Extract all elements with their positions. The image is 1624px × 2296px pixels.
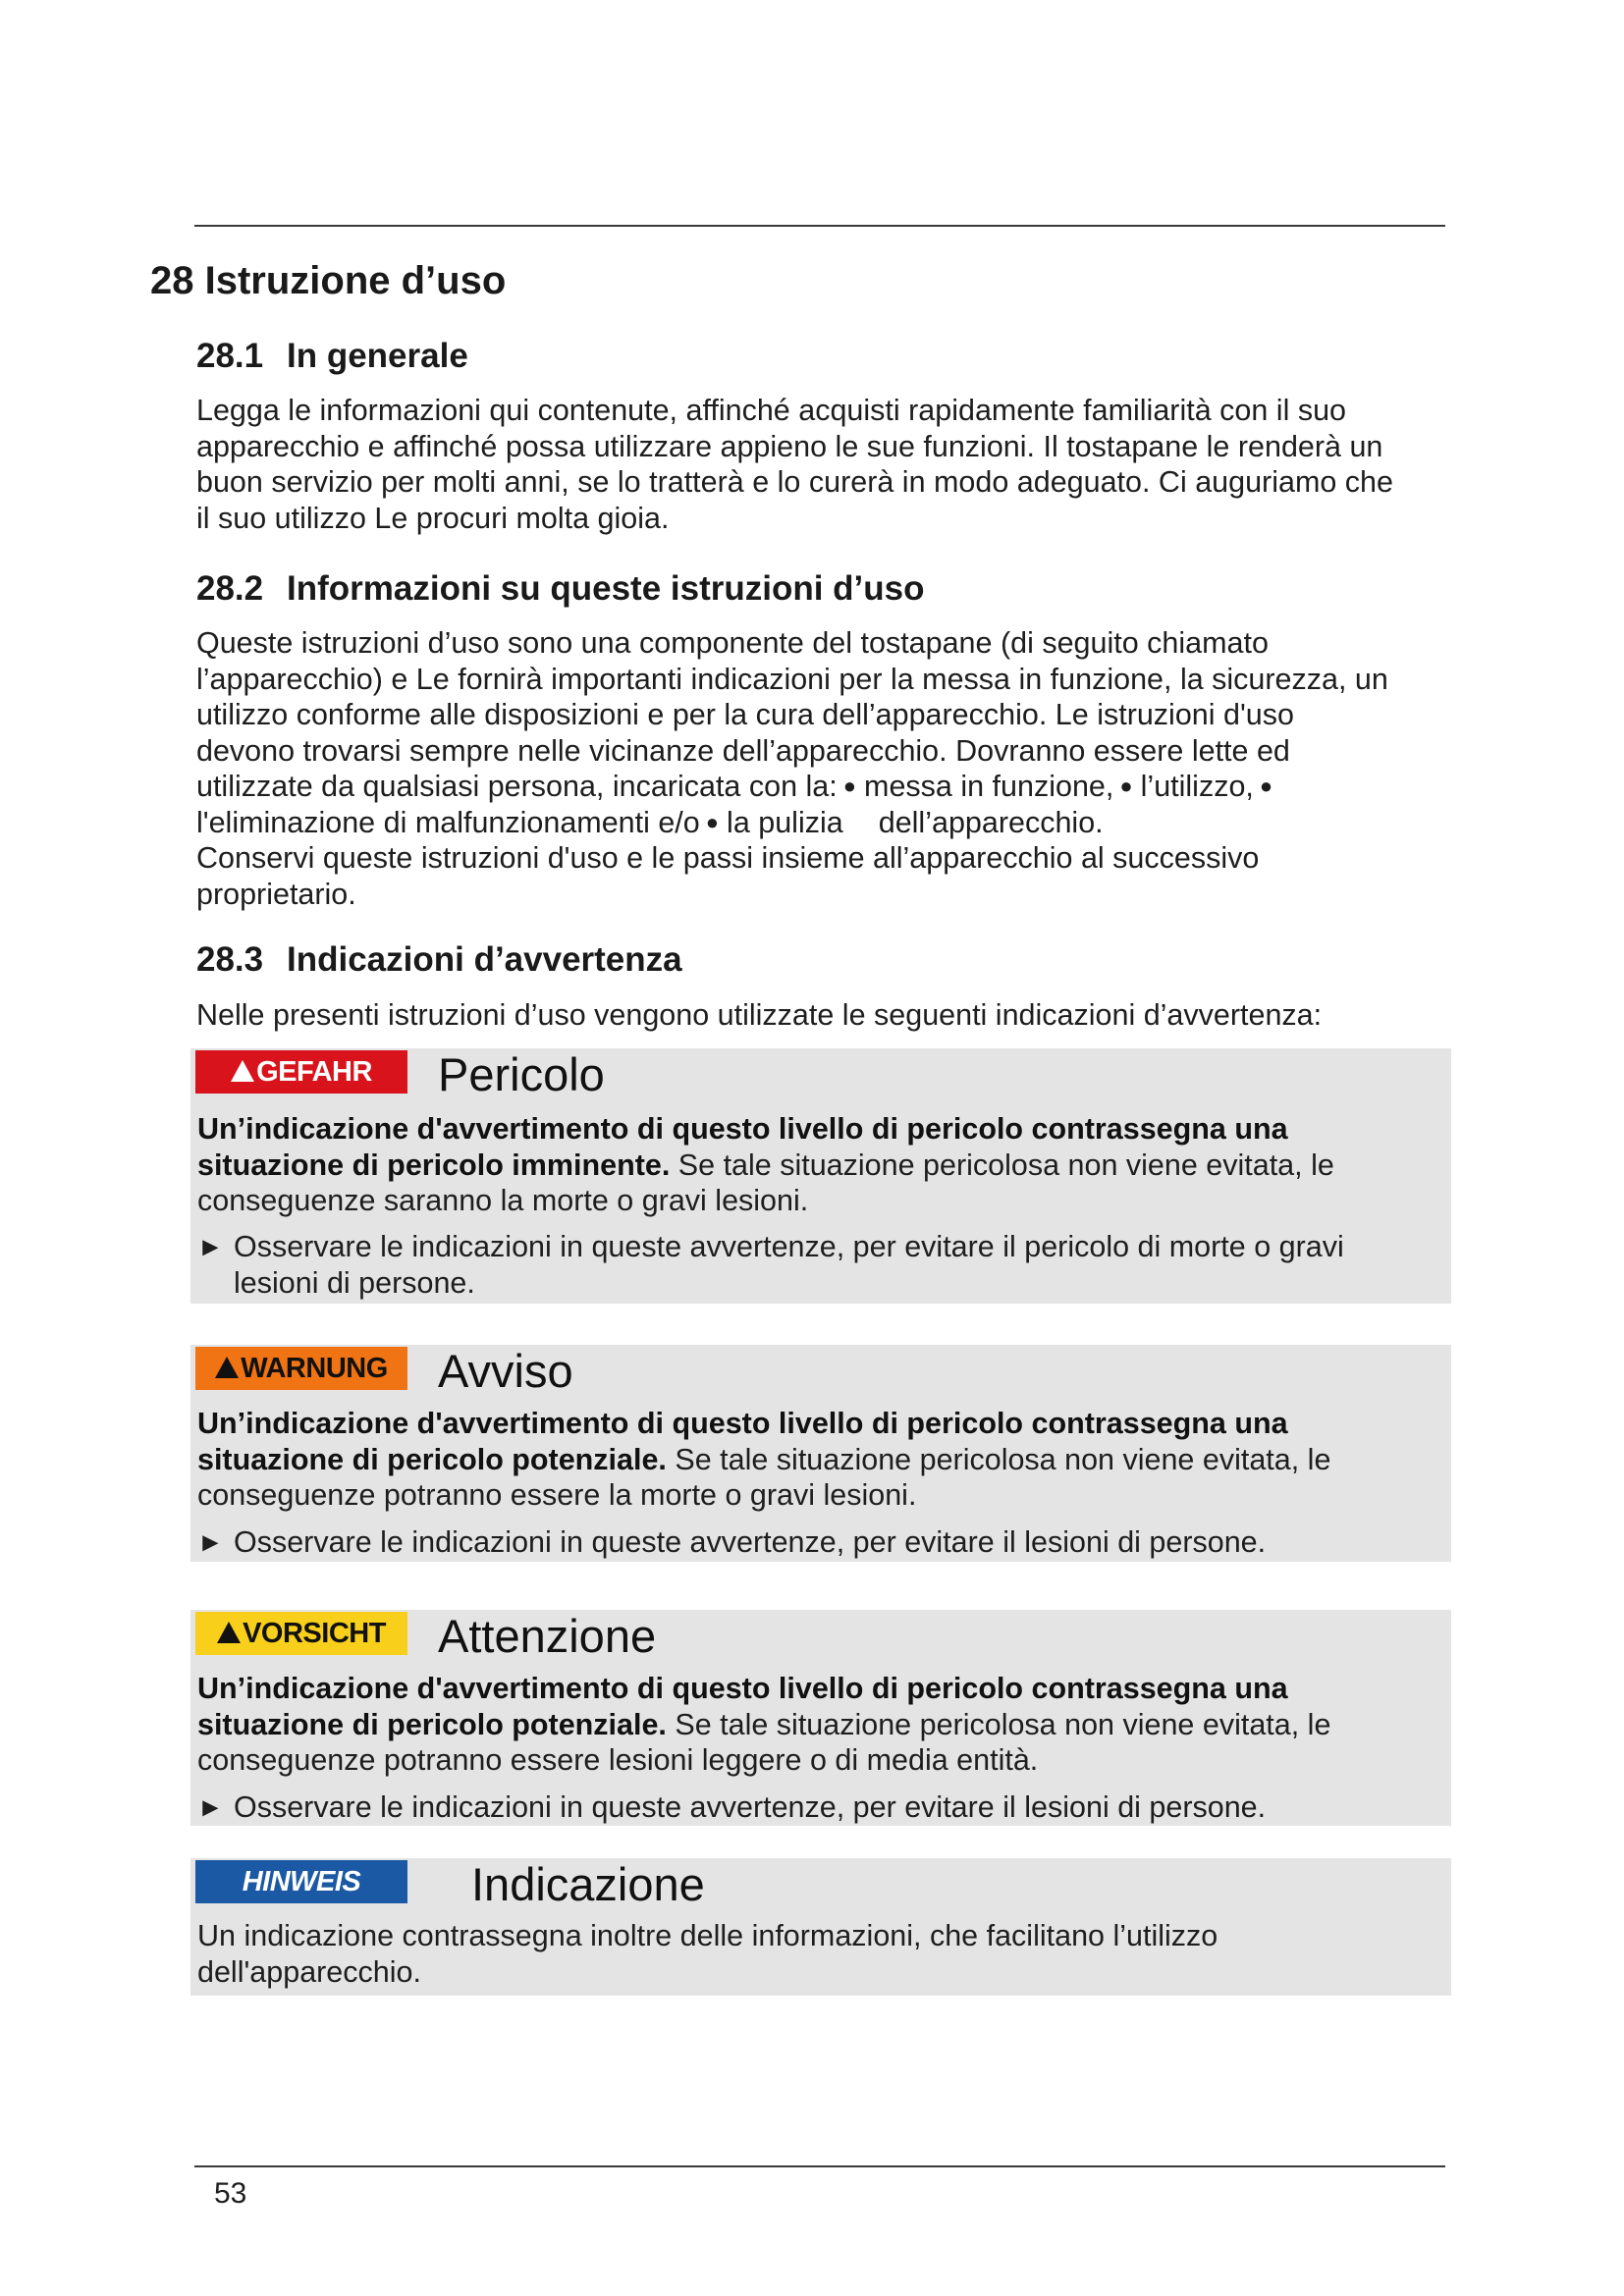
section-heading: [196, 337, 1449, 376]
arrow-right-icon: ►: [197, 1527, 224, 1557]
bullet-icon: ●: [705, 809, 720, 834]
warning-text-rest: Se tale situazione pericolosa non viene evitata, le: [666, 1707, 1331, 1741]
list-item: messa in funzione,: [864, 770, 1114, 803]
warning-box-warning: [190, 1345, 1451, 1562]
section-title: Indicazioni d’avvertenza: [287, 940, 682, 979]
section-body: [196, 625, 1449, 912]
warning-instruction: [197, 1789, 1422, 1826]
badge-label: VORSICHT: [243, 1617, 386, 1649]
instruction-line: Osservare le indicazioni in queste avvertenze, per evitare il pericolo di morte o gravi: [234, 1230, 1344, 1263]
warning-bold-text: Un’indicazione d'avvertimento di questo livello di pericolo contrassegna una: [197, 1112, 1288, 1146]
warning-box-caution: [190, 1610, 1451, 1826]
section-title: In generale: [287, 337, 468, 375]
list-item: l’utilizzo,: [1140, 770, 1254, 803]
warning-text: [197, 1406, 1422, 1514]
warning-title: Avviso: [438, 1345, 573, 1397]
paragraph-line: apparecchio e affinché possa utilizzare appieno le sue funzioni. Il tostapane le renderà un: [196, 429, 1383, 463]
bullet-icon: ●: [842, 774, 857, 798]
section-heading: [196, 940, 1449, 980]
paragraph-line: [196, 769, 1449, 805]
warning-bold-text: situazione di pericolo imminente.: [197, 1148, 671, 1182]
warning-box-danger: [190, 1048, 1451, 1304]
notice-line: Un indicazione contrassegna inoltre delle informazioni, che facilitano l’utilizzo: [197, 1919, 1218, 1952]
list-item: dell’apparecchio.: [878, 805, 1104, 839]
warning-bold-text: situazione di pericolo potenziale.: [197, 1707, 667, 1741]
warning-line: conseguenze potranno essere lesioni leggere o di media entità.: [197, 1743, 1039, 1777]
section-number: 28.1: [196, 337, 264, 375]
paragraph-line: Queste istruzioni d’uso sono una componente del tostapane (di seguito chiamato: [196, 626, 1269, 660]
paragraph-line: devono trovarsi sempre nelle vicinanze dell’apparecchio. Dovranno essere lette ed: [196, 733, 1290, 768]
paragraph-line: proprietario.: [196, 877, 356, 911]
warning-bold-text: situazione di pericolo potenziale.: [197, 1442, 667, 1476]
section-heading: [196, 569, 1449, 609]
inline-text: utilizzate da qualsiasi persona, incaricata con la:: [196, 770, 838, 803]
paragraph-line: Conservi queste istruzioni d'uso e le passi insieme all’apparecchio al successivo: [196, 841, 1260, 875]
notice-box: [190, 1858, 1451, 1996]
instruction-line: lesioni di persone.: [234, 1265, 475, 1300]
warning-instruction: [197, 1524, 1422, 1561]
warning-instruction: [197, 1229, 1422, 1301]
warning-bold-text: Un’indicazione d'avvertimento di questo livello di pericolo contrassegna una: [197, 1672, 1288, 1705]
list-item: la pulizia: [727, 805, 843, 839]
warning-title: Pericolo: [438, 1048, 605, 1100]
paragraph-line: il suo utilizzo Le procuri molta gioia.: [196, 501, 670, 535]
page-number: 53: [214, 2177, 247, 2210]
bullet-icon: ●: [1259, 774, 1273, 798]
header-rule: [194, 225, 1445, 227]
warning-triangle-icon: [215, 1357, 239, 1378]
warning-line: [197, 1111, 1422, 1148]
danger-badge: [195, 1050, 407, 1094]
warning-line: [197, 1406, 1422, 1442]
notice-text: [197, 1918, 1422, 1990]
caution-badge: [195, 1612, 407, 1655]
notice-badge: [195, 1860, 407, 1903]
paragraph-line: buon servizio per molti anni, se lo tratterà e lo curerà in modo adeguato. Ci auguriamo che: [196, 465, 1393, 499]
footer-rule: [194, 2165, 1445, 2167]
badge-label: WARNUNG: [241, 1352, 388, 1384]
warning-line: [197, 1707, 1422, 1743]
paragraph-line: Legga le informazioni qui contenute, affinché acquisti rapidamente familiarità con il suo: [196, 394, 1346, 427]
notice-title: Indicazione: [471, 1858, 705, 1910]
warning-text: [197, 1671, 1422, 1779]
section-warnings: [196, 940, 1449, 1034]
list-item: l'eliminazione di malfunzionamenti e/o: [196, 805, 700, 839]
chapter-title: 28 Istruzione d’uso: [150, 259, 507, 302]
warning-text: [197, 1111, 1422, 1219]
badge-label: HINWEIS: [242, 1865, 361, 1897]
warning-triangle-icon: [217, 1622, 241, 1643]
section-intro: Nelle presenti istruzioni d’uso vengono utilizzate le seguenti indicazioni d’avvertenza:: [196, 998, 1323, 1032]
paragraph-line: utilizzo conforme alle disposizioni e per la cura dell’apparecchio. Le istruzioni d'uso: [196, 698, 1294, 731]
section-general: [196, 337, 1449, 536]
notice-line: dell'apparecchio.: [197, 1954, 421, 1989]
section-number: 28.3: [196, 940, 264, 979]
arrow-right-icon: ►: [197, 1792, 224, 1822]
paragraph-line: [196, 805, 1449, 841]
warning-bold-text: Un’indicazione d'avvertimento di questo livello di pericolo contrassegna una: [197, 1407, 1288, 1440]
bullet-icon: ●: [1119, 774, 1133, 798]
warning-text-rest: Se tale situazione pericolosa non viene evitata, le: [670, 1148, 1334, 1182]
paragraph-line: l’apparecchio) e Le fornirà importanti indicazioni per la messa in funzione, la sicurezza, un: [196, 662, 1388, 696]
instruction-line: Osservare le indicazioni in queste avvertenze, per evitare il lesioni di persone.: [234, 1790, 1267, 1824]
warning-line: [197, 1671, 1422, 1707]
warning-triangle-icon: [231, 1060, 254, 1082]
warning-line: conseguenze potranno essere la morte o gravi lesioni.: [197, 1478, 917, 1512]
warning-line: conseguenze saranno la morte o gravi lesioni.: [197, 1184, 809, 1217]
section-title: Informazioni su queste istruzioni d’uso: [287, 569, 925, 608]
section-about-instructions: [196, 569, 1449, 912]
instruction-line: Osservare le indicazioni in queste avvertenze, per evitare il lesioni di persone.: [234, 1525, 1267, 1559]
warning-title: Attenzione: [438, 1610, 657, 1662]
section-number: 28.2: [196, 569, 264, 608]
section-body: [196, 393, 1449, 536]
warning-line: [197, 1148, 1422, 1184]
warning-badge: [195, 1347, 407, 1390]
warning-line: [197, 1442, 1422, 1478]
arrow-right-icon: ►: [197, 1232, 224, 1261]
badge-label: GEFAHR: [256, 1055, 372, 1088]
warning-text-rest: Se tale situazione pericolosa non viene evitata, le: [666, 1442, 1331, 1476]
